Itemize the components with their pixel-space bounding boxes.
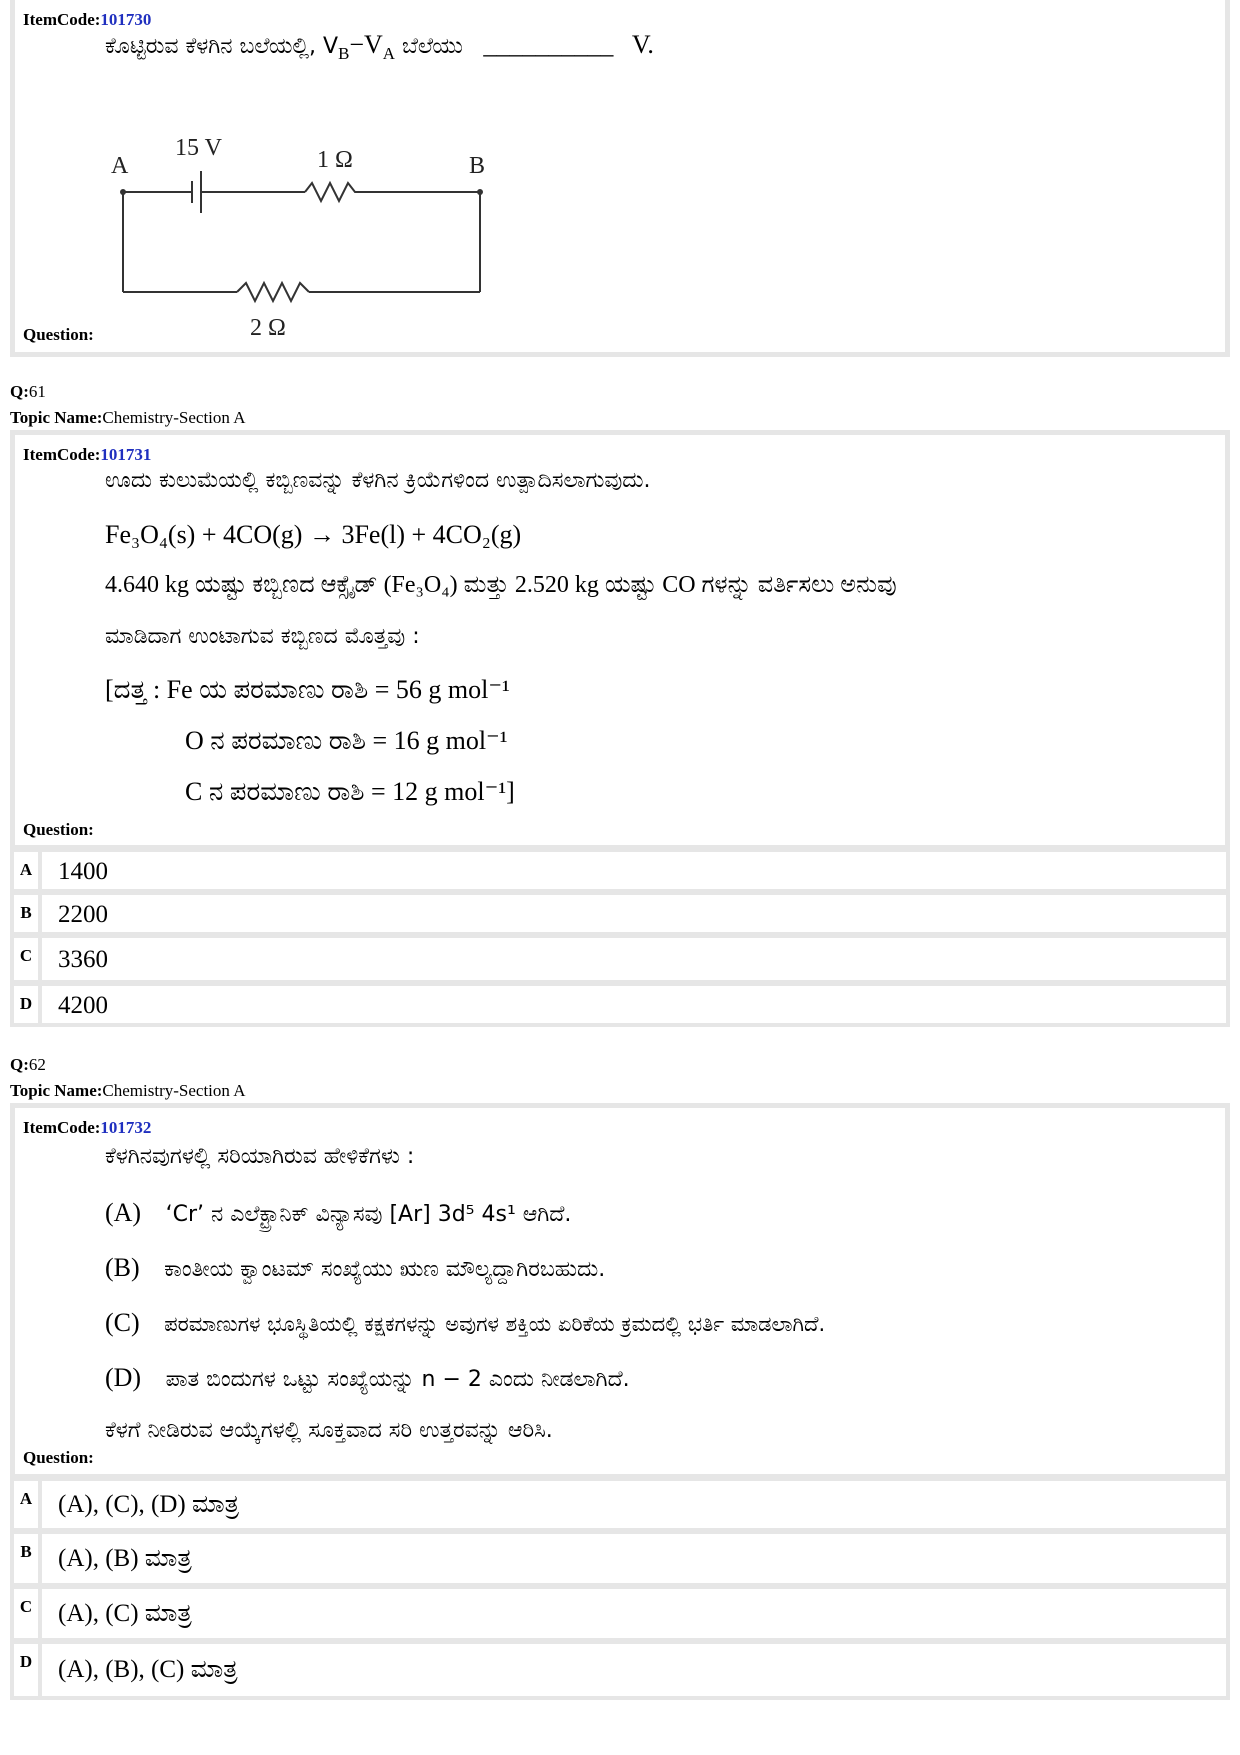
node-a-dot [120,189,126,195]
option-b[interactable]: B (A), (B) ಮಾತ್ರ [10,1530,1230,1587]
option-text: (A), (C), (D) ಮಾತ್ರ [58,1491,239,1518]
question-number: Q:61 [10,382,46,401]
battery-label: 15 V [175,135,222,161]
node-b-dot [477,189,483,195]
option-text: (A), (B) ಮಾತ್ರ [58,1545,192,1572]
statement-b: (B) ಕಾಂತೀಯ ಕ್ವಾಂಟಮ್ ಸಂಖ್ಯೆಯು ಋಣ ಮೌಲ್ಯದ್ದಾಗಿರಬಹುದು. [105,1253,606,1282]
option-text: (A), (C) ಮಾತ್ರ [58,1600,192,1627]
question-number: Q:62 [10,1055,46,1074]
resistor-2 [237,283,309,301]
given-fe-mass: [ದತ್ತ : Fe ಯ ಪರಮಾಣು ರಾಶಿ = 56 g mol⁻¹ [105,675,510,704]
statement-d: (D) ಪಾತ ಬಿಂದುಗಳ ಒಟ್ಟು ಸಂಖ್ಯೆಯನ್ನು n − 2 ಎಂದು ನೀಡಲಾಗಿದೆ. [105,1363,630,1392]
option-c[interactable]: C 3360 [10,934,1230,984]
node-b-label: B [469,153,486,179]
topic-name: Topic Name:Chemistry-Section A [10,1081,246,1100]
item-code-value: 101731 [100,445,152,464]
resistor-2-label: 2 Ω [250,315,286,341]
question-60-box [10,0,1230,357]
given-o-mass: O ನ ಪರಮಾಣು ರಾಶಿ = 16 g mol⁻¹ [185,726,508,755]
option-b[interactable]: B 2200 [10,891,1230,936]
item-code-row [23,10,151,30]
option-d[interactable]: D 4200 [10,982,1230,1027]
given-c-mass: C ನ ಪರಮಾಣು ರಾಶಿ = 12 g mol⁻¹] [185,777,515,806]
question-label: Question: [23,1448,94,1467]
item-code-value: 101730 [100,10,152,29]
option-a[interactable]: A 1400 [10,848,1230,893]
question-61-box [10,430,1230,850]
option-text: 4200 [58,992,108,1019]
option-c[interactable]: C (A), (C) ಮಾತ್ರ [10,1585,1230,1642]
resistor-1-label: 1 Ω [317,147,353,173]
question-label: Question: [23,325,94,344]
option-text: (A), (B), (C) ಮಾತ್ರ [58,1656,238,1683]
option-a[interactable]: A (A), (C), (D) ಮಾತ್ರ [10,1477,1230,1532]
item-code-value: 101732 [100,1118,152,1137]
item-code-row: ItemCode:101732 [23,1118,152,1137]
instruction-line: ಕೆಳಗೆ ನೀಡಿರುವ ಆಯ್ಕೆಗಳಲ್ಲಿ ಸೂಕ್ತವಾದ ಸರಿ ಉತ್ತರವನ್ನು ಆರಿಸಿ. [105,1418,553,1443]
statement-a: (A) ‘Cr’ ನ ಎಲೆಕ್ಟ್ರಾನಿಕ್ ವಿನ್ಯಾಸವು [Ar] 3d⁵ 4s¹ ಆಗಿದೆ. [105,1198,572,1227]
node-a-label: A [111,153,129,179]
stem-line-1: ಕೆಳಗಿನವುಗಳಲ್ಲಿ ಸರಿಯಾಗಿರುವ ಹೇಳಿಕೆಗಳು : [105,1144,415,1169]
option-text: 2200 [58,901,108,928]
item-code-row: ItemCode:101731 [23,445,152,464]
stem-line-3: 4.640 kg ಯಷ್ಟು ಕಬ್ಬಿಣದ ಆಕ್ಸೈಡ್ (Fe₃O₄) ಮತ್ತು 2.520 kg ಯಷ್ಟು CO ಗಳನ್ನು ವರ್ತಿಸಲು ಅನುವು [105,572,897,598]
statement-c: (C) ಪರಮಾಣುಗಳ ಭೂಸ್ಥಿತಿಯಲ್ಲಿ ಕಕ್ಷಕಗಳನ್ನು ಅವುಗಳ ಶಕ್ತಿಯ ಏರಿಕೆಯ ಕ್ರಮದಲ್ಲಿ ಭರ್ತಿ ಮಾಡಲಾಗಿದೆ. [105,1308,826,1337]
question-62-box [10,1103,1230,1479]
stem-line-4: ಮಾಡಿದಾಗ ಉಂಟಾಗುವ ಕಬ್ಬಿಣದ ಮೊತ್ತವು : [105,624,420,649]
question-stem: ಕೊಟ್ಟಿರುವ ಕೆಳಗಿನ ಬಲೆಯಲ್ಲಿ, $V_B-V_A$ ಬೆಲೆಯು __________ V. [105,30,654,64]
answer-blank: __________ [483,30,614,59]
option-text: 3360 [58,946,108,973]
option-d[interactable]: D (A), (B), (C) ಮಾತ್ರ [10,1640,1230,1700]
question-label: Question: [23,820,94,839]
topic-name: Topic Name:Chemistry-Section A [10,408,246,427]
circuit-diagram [105,125,505,350]
option-text: 1400 [58,858,108,885]
item-code-label: ItemCode: [23,10,101,29]
resistor-1 [305,183,363,201]
stem-equation: Fe₃O₄(s) + 4CO(g) → 3Fe(l) + 4CO₂(g) [105,520,522,549]
stem-line-1: ಊದು ಕುಲುಮೆಯಲ್ಲಿ ಕಬ್ಬಿಣವನ್ನು ಕೆಳಗಿನ ಕ್ರಿಯೆಗಳಿಂದ ಉತ್ಪಾದಿಸಲಾಗುವುದು. [105,468,651,493]
